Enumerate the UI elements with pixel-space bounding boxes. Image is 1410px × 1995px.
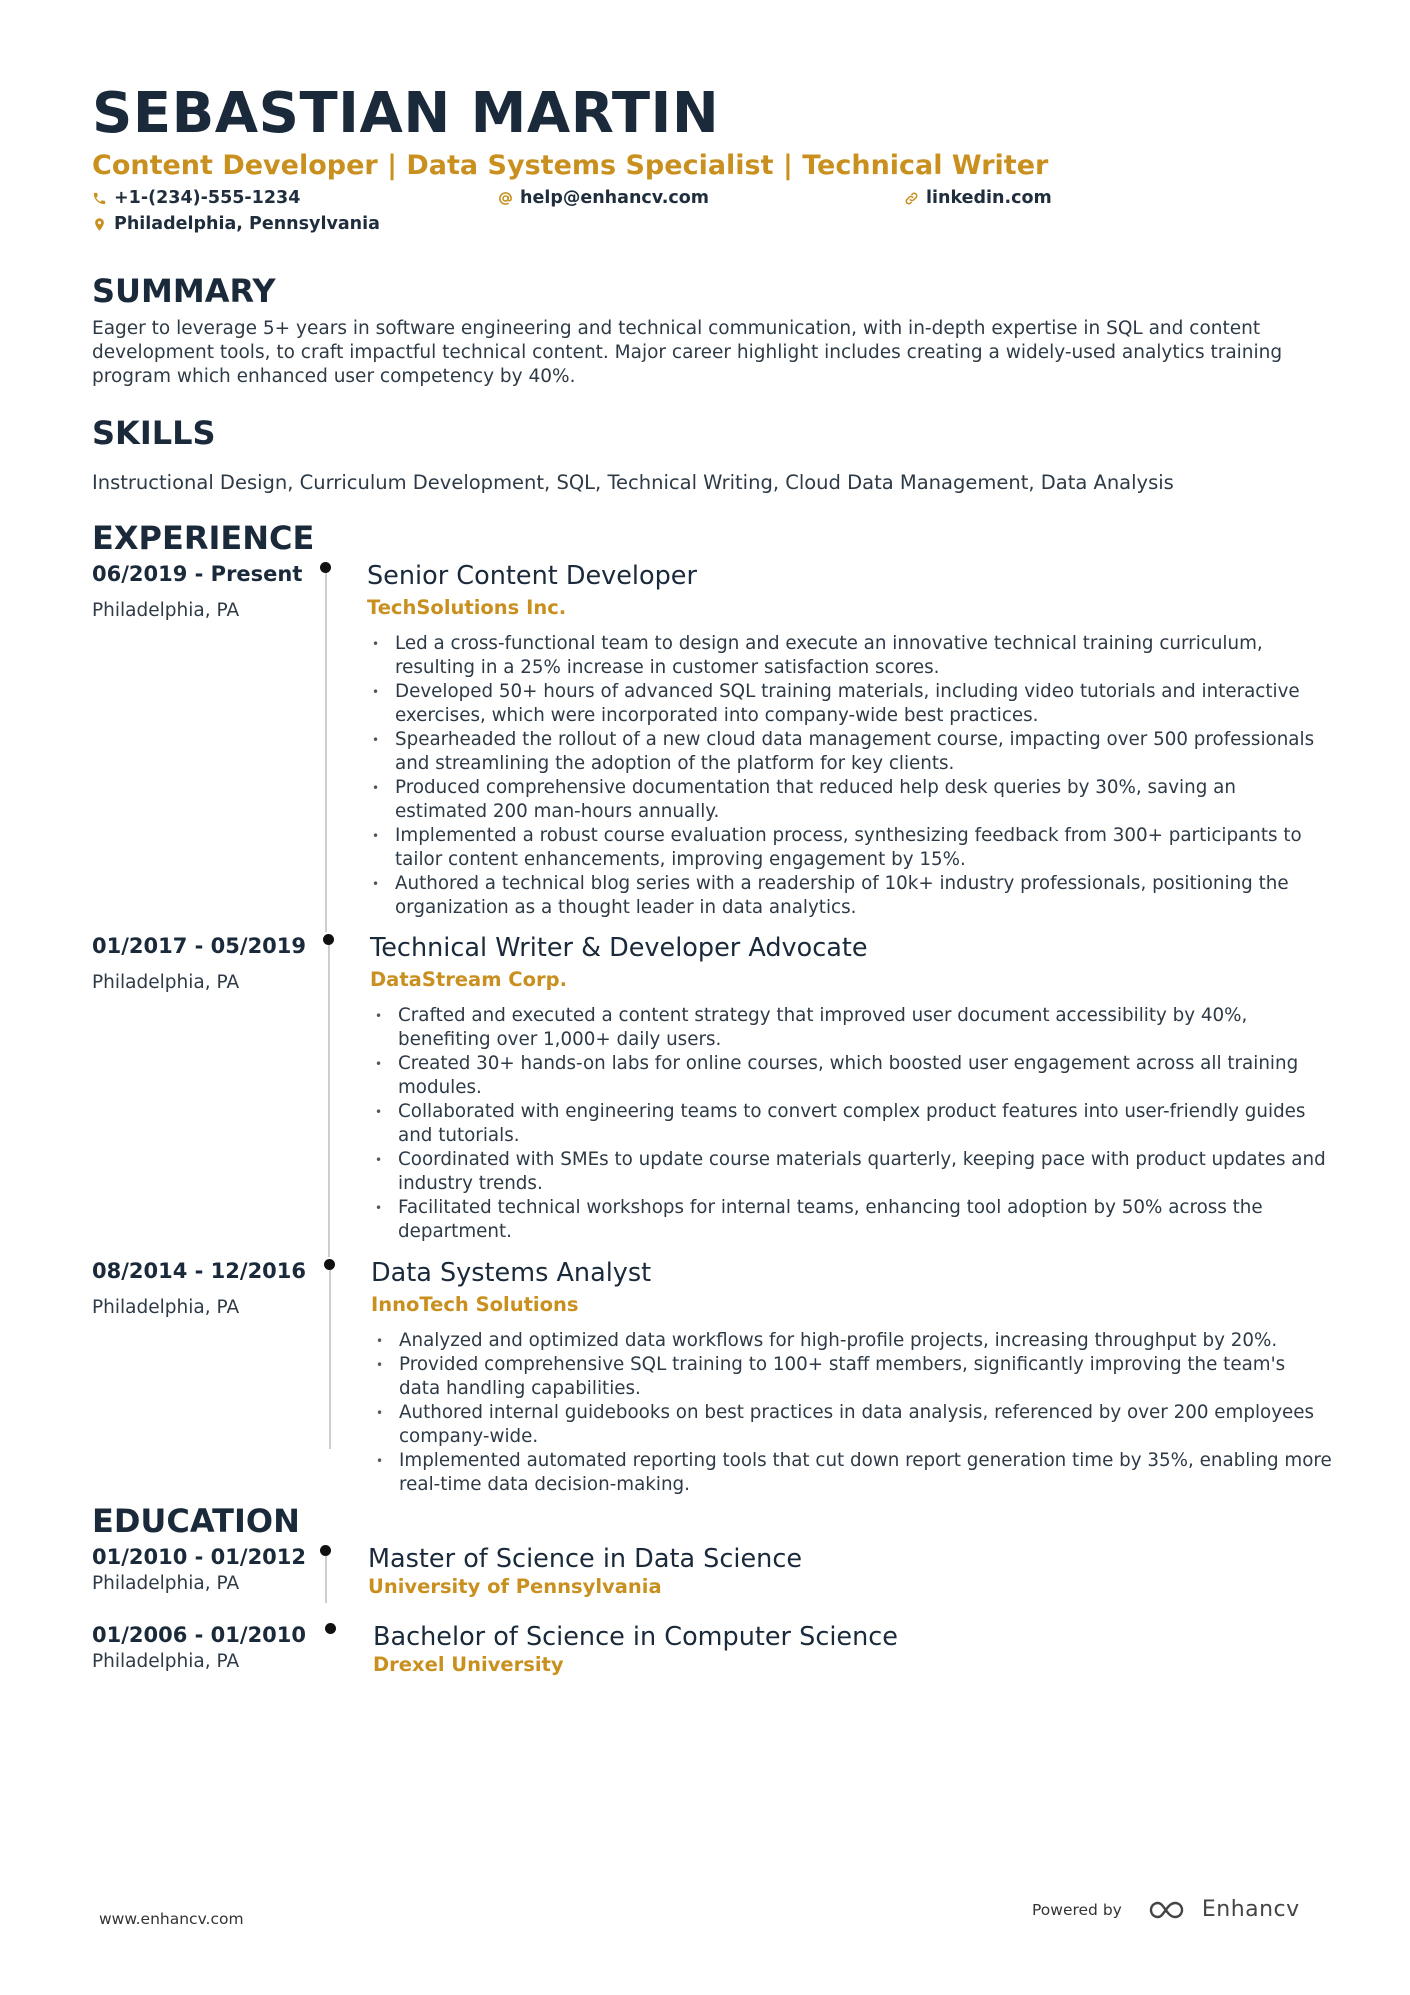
timeline-dot: [324, 1259, 335, 1270]
timeline-dot: [323, 934, 334, 945]
timeline-dot: [325, 1623, 336, 1634]
company-name: DataStream Corp.: [370, 968, 567, 991]
footer-branding: [1032, 1897, 1300, 1922]
linkedin-text: linkedin.com: [926, 188, 1052, 208]
entry-dates: 08/2014 - 12/2016: [92, 1259, 307, 1283]
achievements-list: [371, 1329, 1332, 1497]
resume-page: [92, 80, 1332, 1691]
location-text: Philadelphia, Pennsylvania: [114, 214, 380, 234]
candidate-name: SEBASTIAN MARTIN: [92, 81, 720, 146]
entry-dates: 01/2017 - 05/2019: [92, 934, 307, 958]
achievements-list: [370, 1004, 1332, 1244]
list-item: • Implemented automated reporting tools that cut down report generation time by 35%, enabling more real-time data decision-making.: [371, 1449, 1332, 1497]
enhancv-logo[interactable]: [1148, 1897, 1300, 1922]
timeline-line: [325, 1551, 327, 1603]
job-title: Data Systems Analyst: [371, 1258, 652, 1288]
achievements-list: [367, 632, 1332, 920]
phone-icon: [92, 191, 107, 206]
list-item: • Provided comprehensive SQL training to 100+ staff members, significantly improving the team's data handling capabilities.: [371, 1353, 1332, 1401]
contact-info: [92, 186, 1332, 246]
experience-heading: EXPERIENCE: [92, 519, 315, 557]
phone-text: +1-(234)-555-1234: [114, 188, 301, 208]
list-item: • Coordinated with SMEs to update course materials quarterly, keeping pace with product updates and industry trends.: [370, 1148, 1332, 1196]
degree-title: Bachelor of Science in Computer Science: [373, 1622, 898, 1652]
job-title: Senior Content Developer: [367, 561, 697, 591]
entry-location: Philadelphia, PA: [92, 1651, 240, 1672]
education-heading: EDUCATION: [92, 1502, 300, 1540]
email-text: help@enhancv.com: [520, 188, 710, 208]
entry-location: Philadelphia, PA: [92, 600, 240, 621]
summary-heading: SUMMARY: [92, 272, 276, 310]
skills-text: Instructional Design, Curriculum Development, SQL, Technical Writing, Cloud Data Management, Data Analysis: [92, 471, 1174, 494]
brand-name: Enhancv: [1201, 1897, 1300, 1922]
contact-email[interactable]: [498, 188, 709, 208]
degree-title: Master of Science in Data Science: [368, 1544, 803, 1574]
footer-website-link[interactable]: www.enhancv.com: [99, 1910, 244, 1928]
list-item: • Analyzed and optimized data workflows for high-profile projects, increasing throughput by 20%.: [371, 1329, 1332, 1353]
contact-phone[interactable]: [92, 188, 300, 208]
timeline-dot: [320, 1545, 331, 1556]
entry-location: Philadelphia, PA: [92, 1297, 240, 1318]
list-item: • Collaborated with engineering teams to convert complex product features into user-friendly guides and tutorials.: [370, 1100, 1332, 1148]
list-item: • Crafted and executed a content strategy that improved user document accessibility by 40%, benefiting over 1,000+ daily users.: [370, 1004, 1332, 1052]
headline: Content Developer | Data Systems Specialist | Technical Writer: [92, 150, 1049, 181]
timeline-dot: [320, 562, 331, 573]
list-item: • Led a cross-functional team to design and execute an innovative technical training curriculum, resulting in a 25% increase in customer satisfaction scores.: [367, 632, 1332, 680]
list-item: • Authored a technical blog series with a readership of 10k+ industry professionals, positioning the organization as a thought leader in data analytics.: [367, 872, 1332, 920]
entry-location: Philadelphia, PA: [92, 972, 240, 993]
experience-entry: [92, 560, 1332, 932]
school-name: Drexel University: [373, 1653, 564, 1676]
entry-dates: 06/2019 - Present: [92, 562, 303, 586]
entry-dates: 01/2010 - 01/2012: [92, 1545, 307, 1569]
at-icon: [498, 191, 513, 206]
entry-location: Philadelphia, PA: [92, 1573, 240, 1594]
list-item: • Authored internal guidebooks on best practices in data analysis, referenced by over 200 employees company-wide.: [371, 1401, 1332, 1449]
experience-entry: [92, 1257, 1332, 1495]
enhancv-logo-icon: [1148, 1899, 1194, 1921]
company-name: InnoTech Solutions: [371, 1293, 579, 1316]
list-item: • Spearheaded the rollout of a new cloud data management course, impacting over 500 professionals and streamlining the adoption of the platform for key clients.: [367, 728, 1332, 776]
list-item: • Created 30+ hands-on labs for online courses, which boosted user engagement across all training modules.: [370, 1052, 1332, 1100]
experience-entry: [92, 932, 1332, 1257]
powered-by-label: Powered by: [1032, 1900, 1122, 1919]
entry-dates: 01/2006 - 01/2010: [92, 1623, 307, 1647]
school-name: University of Pennsylvania: [368, 1575, 662, 1598]
timeline-line: [328, 940, 330, 1257]
summary-text: Eager to leverage 5+ years in software engineering and technical communication, with in-depth expertise in SQL and content development tools, to craft impactful technical content. Major career highlight includes creating a widely-used analytics training program which enhanced user competency by 40%.: [92, 318, 1283, 387]
location-pin-icon: [92, 217, 107, 232]
contact-location: [92, 214, 380, 234]
timeline-line: [329, 1265, 331, 1449]
job-title: Technical Writer & Developer Advocate: [370, 933, 868, 963]
skills-heading: SKILLS: [92, 414, 216, 452]
list-item: • Developed 50+ hours of advanced SQL training materials, including video tutorials and interactive exercises, which were incorporated into company-wide best practices.: [367, 680, 1332, 728]
list-item: • Produced comprehensive documentation that reduced help desk queries by 30%, saving an estimated 200 man-hours annually.: [367, 776, 1332, 824]
company-name: TechSolutions Inc.: [367, 596, 567, 619]
contact-linkedin[interactable]: [904, 188, 1052, 208]
link-icon: [904, 191, 919, 206]
list-item: • Implemented a robust course evaluation process, synthesizing feedback from 300+ participants to tailor content enhancements, improving engagement by 15%.: [367, 824, 1332, 872]
education-entry: [92, 1543, 1332, 1621]
education-entry: [92, 1621, 1332, 1691]
list-item: • Facilitated technical workshops for internal teams, enhancing tool adoption by 50% across the department.: [370, 1196, 1332, 1244]
timeline-line: [325, 568, 327, 932]
